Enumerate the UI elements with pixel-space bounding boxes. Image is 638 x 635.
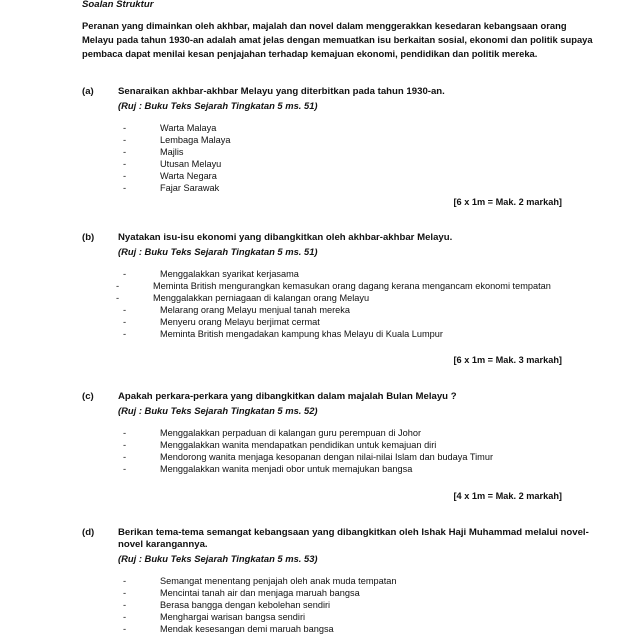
- list-item: Semangat menentang penjajah oleh anak muda tempatan: [160, 576, 397, 586]
- list-item: Mendak kesesangan demi maruah bangsa: [160, 624, 334, 634]
- list-item: Fajar Sarawak: [160, 183, 220, 193]
- marks-allocation: [6 x 1m = Mak. 2 markah]: [453, 197, 562, 207]
- list-bullet: -: [123, 427, 127, 438]
- list-bullet: -: [123, 122, 127, 133]
- list-bullet: -: [123, 611, 127, 622]
- list-bullet: -: [123, 316, 127, 327]
- list-item: Menggalakkan syarikat kerjasama: [160, 269, 299, 279]
- question-letter: (c): [82, 391, 94, 402]
- question-letter: (b): [82, 232, 95, 243]
- intro-line: Peranan yang dimainkan oleh akhbar, majalah dan novel dalam menggerakkan kesedaran kebangsaan orang: [82, 20, 567, 31]
- list-item: Warta Negara: [160, 171, 217, 181]
- list-item: Berasa bangga dengan kebolehan sendiri: [160, 600, 331, 610]
- question-text: Nyatakan isu-isu ekonomi yang dibangkitkan oleh akhbar-akhbar Melayu.: [118, 232, 453, 243]
- list-bullet: -: [123, 623, 127, 634]
- reference-text: (Ruj : Buku Teks Sejarah Tingkatan 5 ms. 52): [118, 405, 318, 416]
- list-item: Melarang orang Melayu menjual tanah mereka: [160, 305, 350, 315]
- reference-text: (Ruj : Buku Teks Sejarah Tingkatan 5 ms. 51): [118, 246, 318, 257]
- list-bullet: -: [123, 463, 127, 474]
- list-item: Mencintai tanah air dan menjaga maruah bangsa: [160, 588, 360, 598]
- list-bullet: -: [123, 146, 127, 157]
- question-letter: (d): [82, 527, 95, 538]
- list-item: Meminta British mengadakan kampung khas Melayu di Kuala Lumpur: [160, 329, 443, 339]
- marks-allocation: [6 x 1m = Mak. 3 markah]: [453, 355, 562, 365]
- list-bullet: -: [123, 439, 127, 450]
- list-item: Lembaga Malaya: [160, 135, 231, 145]
- list-bullet: -: [123, 451, 127, 462]
- list-item: Majlis: [160, 147, 184, 157]
- list-bullet: -: [123, 575, 127, 586]
- list-item: Warta Malaya: [160, 123, 217, 133]
- list-bullet: -: [116, 292, 120, 303]
- list-bullet: -: [123, 587, 127, 598]
- list-bullet: -: [123, 304, 127, 315]
- question-text: Berikan tema-tema semangat kebangsaan yang dibangkitkan oleh Ishak Haji Muhammad melalui novel-: [118, 527, 589, 538]
- list-item: Menggalakkan perniagaan di kalangan orang Melayu: [153, 293, 370, 303]
- list-bullet: -: [123, 599, 127, 610]
- intro-line: pembaca dapat menilai kesan penjajahan terhadap kemajuan ekonomi, pendidikan dan politik mereka.: [82, 48, 538, 59]
- reference-text: (Ruj : Buku Teks Sejarah Tingkatan 5 ms. 51): [118, 100, 318, 111]
- list-item: Menghargai warisan bangsa sendiri: [160, 612, 306, 622]
- list-item: Menggalakkan wanita menjadi obor untuk memajukan bangsa: [160, 464, 413, 474]
- list-bullet: -: [123, 134, 127, 145]
- list-bullet: -: [123, 158, 127, 169]
- list-item: Menyeru orang Melayu berjimat cermat: [160, 317, 320, 327]
- intro-line: Melayu pada tahun 1930-an adalah amat jelas dengan memuatkan isu berkaitan sosial, ekonomi dan politik supaya: [82, 34, 593, 45]
- section-heading: Soalan Struktur: [82, 0, 154, 10]
- reference-text: (Ruj : Buku Teks Sejarah Tingkatan 5 ms. 53): [118, 553, 318, 564]
- list-bullet: -: [123, 328, 127, 339]
- list-bullet: -: [123, 170, 127, 181]
- marks-allocation: [4 x 1m = Mak. 2 markah]: [453, 491, 562, 501]
- question-letter: (a): [82, 86, 94, 97]
- list-item: Meminta British mengurangkan kemasukan orang dagang kerana mengancam ekonomi tempatan: [153, 281, 551, 291]
- list-bullet: -: [123, 268, 127, 279]
- list-item: Menggalakkan perpaduan di kalangan guru perempuan di Johor: [160, 428, 422, 438]
- list-item: Utusan Melayu: [160, 159, 222, 169]
- question-text: Apakah perkara-perkara yang dibangkitkan dalam majalah Bulan Melayu ?: [118, 391, 457, 402]
- list-bullet: -: [123, 182, 127, 193]
- list-bullet: -: [116, 280, 120, 291]
- list-item: Menggalakkan wanita mendapatkan pendidikan untuk kemajuan diri: [160, 440, 437, 450]
- question-text: Senaraikan akhbar-akhbar Melayu yang diterbitkan pada tahun 1930-an.: [118, 86, 445, 97]
- question-text: novel karangannya.: [118, 539, 208, 550]
- list-item: Mendorong wanita menjaga kesopanan dengan nilai-nilai Islam dan budaya Timur: [160, 452, 494, 462]
